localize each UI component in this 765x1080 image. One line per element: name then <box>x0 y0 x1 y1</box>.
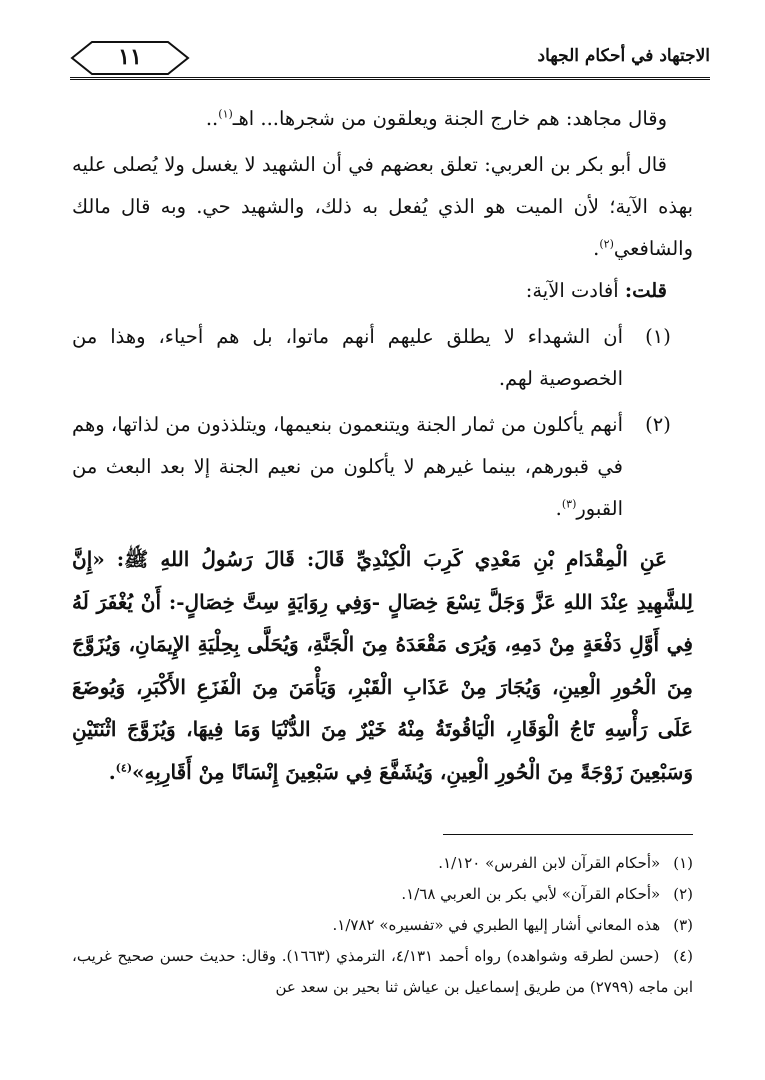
footnote-ref: (٣) <box>561 497 577 511</box>
list-item <box>72 404 693 530</box>
page-number: ١١ <box>118 44 142 70</box>
paragraph-qult <box>72 270 693 312</box>
paragraph-mujahid: وقال مجاهد: هم خارج الجنة ويعلقون من شجرها... اهـ$^{(١)}$.. <box>205 107 667 130</box>
footnote: (١) «أحكام القرآن لابن الفرس» ١/١٢٠. <box>72 848 693 879</box>
hadith-intro: عَنِ الْمِقْدَامِ بْنِ مَعْدِي كَرِبَ الْكِنْدِيِّ قَالَ: قَالَ رَسُولُ اللهِ ﷺ: <box>116 547 667 571</box>
footnote-number: (١) <box>673 854 693 872</box>
item-text: أنهم يأكلون من ثمار الجنة ويتنعمون بنعيمها، ويتلذذون من لذاتها، وهم في قبورهم، بينما غيرهم لا يأكلون من نعيم الجنة إلا بعد البعث من القبور$^{(٣)}$. <box>72 413 623 520</box>
footnote-ref: (٢) <box>599 237 614 251</box>
page-header <box>70 40 710 84</box>
page-number-badge <box>70 40 190 76</box>
main-text <box>72 98 693 793</box>
footnote-ref: (١) <box>218 107 233 121</box>
footnote: (٢) «أحكام القرآن» لأبي بكر بن العربي ١/٦٨. <box>72 879 693 910</box>
item-text: أن الشهداء لا يطلق عليهم أنهم ماتوا، بل هم أحياء، وهذا من الخصوصية لهم. <box>72 325 623 390</box>
footnote-number: (٤) <box>673 947 694 965</box>
footnote: (٣) هذه المعاني أشار إليها الطبري في «تفسيره» ١/٧٨٢. <box>72 910 693 941</box>
footnote-number: (٣) <box>673 916 693 934</box>
hadith-paragraph: عَنِ الْمِقْدَامِ بْنِ مَعْدِي كَرِبَ الْكِنْدِيِّ قَالَ: قَالَ رَسُولُ اللهِ ﷺ: «إِنَّ لِلشَّهِيدِ عِنْدَ اللهِ عَزَّ وَجَلَّ تِسْعَ خِصَالٍ -وَفِي رِوَايَةٍ سِتَّ خِصَالٍ-: أَنْ يُغْفَرَ لَهُ فِي أَوَّلِ دَفْعَةٍ مِنْ دَمِهِ، وَيُرَى مَقْعَدَهُ مِنَ الْجَنَّةِ، وَيُحَلَّى بِحِلْيَةِ الإِيمَانِ، وَيُزَوَّجَ مِنَ الْحُورِ الْعِينِ، وَيُجَارَ مِنْ عَذَابِ الْقَبْرِ، وَيَأْمَنَ مِنَ الْفَزَعِ الأَكْبَرِ، وَيُوضَعَ عَلَى رَأْسِهِ تَاجُ الْوَقَارِ، الْيَاقُوتَةُ مِنْهُ خَيْرٌ مِنَ الدُّنْيَا وَمَا فِيهَا، وَيُزَوَّجَ اثْنَتَيْنِ وَسَبْعِينَ زَوْجَةً مِنَ الْحُورِ الْعِينِ، وَيُشَفَّعَ فِي سَبْعِينَ إِنْسَانًا مِنْ أَقَارِبِهِ»$^{(٤)}$. <box>72 547 693 784</box>
paragraph-ibn-arabi: قال أبو بكر بن العربي: تعلق بعضهم في أن الشهيد لا يغسل ولا يُصلى عليه بهذه الآية؛ لأن الميت هو الذي يُفعل به ذلك، والشهيد حي. وبه قال مالك والشافعي$^{(٢)}$. <box>72 153 693 260</box>
header-rule <box>70 77 710 80</box>
hadith-text: «إِنَّ لِلشَّهِيدِ عِنْدَ اللهِ عَزَّ وَجَلَّ تِسْعَ خِصَالٍ -وَفِي رِوَايَةٍ سِتَّ خِصَالٍ-: أَنْ يُغْفَرَ لَهُ فِي أَوَّلِ دَفْعَةٍ مِنْ دَمِهِ، وَيُرَى مَقْعَدَهُ مِنَ الْجَنَّةِ، وَيُحَلَّى بِحِلْيَةِ الإِيمَانِ، وَيُزَوَّجَ مِنَ الْحُورِ الْعِينِ، وَيُجَارَ مِنْ عَذَابِ الْقَبْرِ، وَيَأْمَنَ مِنَ الْفَزَعِ الأَكْبَرِ، وَيُوضَعَ عَلَى رَأْسِهِ تَاجُ الْوَقَارِ، الْيَاقُوتَةُ مِنْهُ خَيْرٌ مِنَ الدُّنْيَا وَمَا فِيهَا، وَيُزَوَّجَ اثْنَتَيْنِ وَسَبْعِينَ زَوْجَةً مِنَ الْحُورِ الْعِينِ، وَيُشَفَّعَ فِي سَبْعِينَ إِنْسَانًا مِنْ أَقَارِبِهِ» <box>72 547 693 784</box>
footnote-ref: (٤) <box>115 760 133 774</box>
footnotes <box>72 848 693 1003</box>
item-number: (٢) <box>645 413 671 436</box>
item-number: (١) <box>645 325 671 348</box>
list-item <box>72 316 693 400</box>
qult-text: أفادت الآية: <box>525 279 619 302</box>
footnote: (٤) (حسن لطرقه وشواهده) رواه أحمد ٤/١٣١، الترمذي (١٦٦٣). وقال: حديث حسن صحيح غريب، ابن ماجه (٢٧٩٩) من طريق إسماعيل بن عياش ثنا بحير بن سعد عن <box>72 941 693 1003</box>
running-title: الاجتهاد في أحكام الجهاد <box>537 46 710 66</box>
footnote-number: (٢) <box>673 885 693 903</box>
footnote-separator <box>443 834 693 835</box>
qult-label: قلت: <box>624 279 667 302</box>
